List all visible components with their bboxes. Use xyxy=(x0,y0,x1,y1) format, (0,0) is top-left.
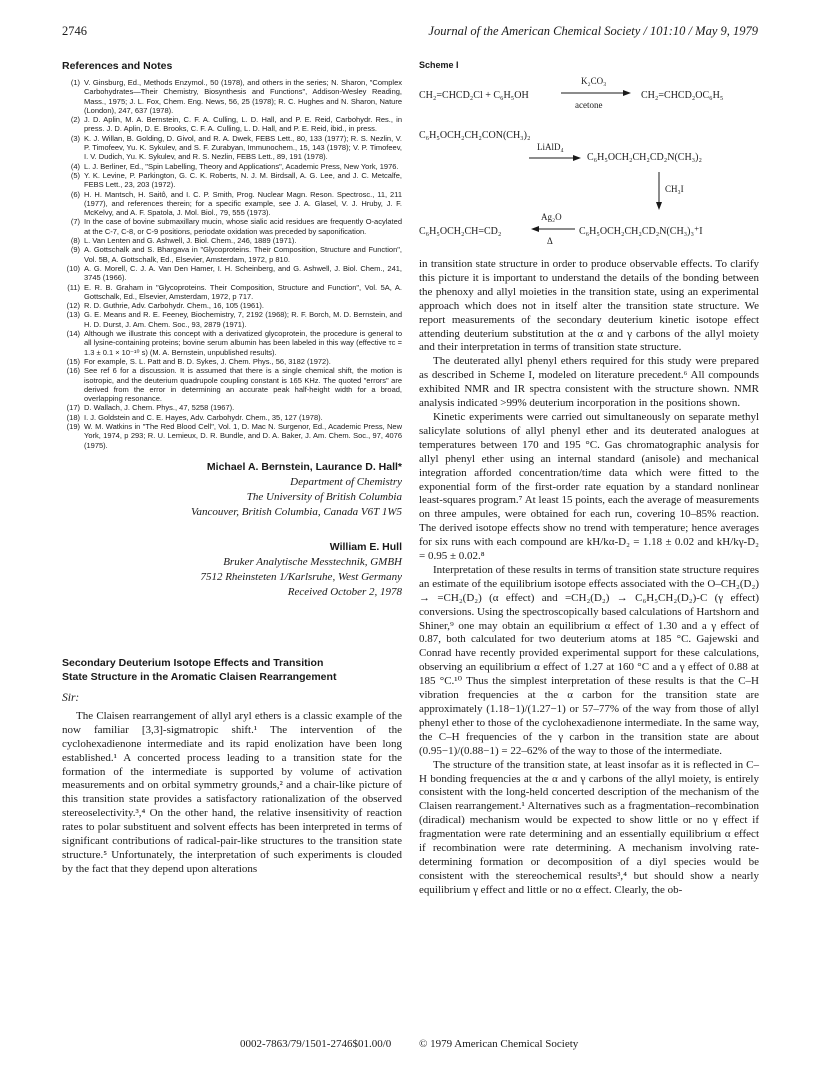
reference-text: See ref 6 for a discussion. It is assumed that there is a single chemical shift, the motion is isotropic, and the deuterium quadrupole coupling constant is 165 KHz. The quoted "errors" are derived from the error in determining an accurate peak half-height width for a broad, overlapping resonance. xyxy=(84,366,402,404)
reference-item xyxy=(62,236,402,245)
paragraph: The deuterated allyl phenyl ethers required for this study were prepared as described in Scheme I, modeled on literature precedent.⁶ All compounds exhibited NMR and IR spectra consistent with the structure shown. NMR analysis indicated >99% deuterium incorporation in the positions shown. xyxy=(419,355,759,410)
reference-text: In the case of bovine submaxillary mucin, whose sialic acid residues are frequently O-acylated at the C-7, C-8, or C-9 positions, periodate oxidation was preceded by saponification. xyxy=(84,217,402,236)
reference-item xyxy=(62,283,402,302)
scheme-starting-material: C₆H₅OCH₂CH₂CON(CH₃)₂ xyxy=(419,130,531,141)
reaction-scheme xyxy=(419,70,759,250)
author-department: Department of Chemistry xyxy=(290,475,402,488)
references-list xyxy=(62,78,402,450)
reference-number: (6) xyxy=(70,189,80,199)
paragraph: The Claisen rearrangement of allyl aryl ethers is a classic example of the now familiar [3,3]-sigmatropic shift.¹ The intervention of the cyclohexadienone intermediate and its rapid enolization have been long established.¹ A concerted process leading to a transition state for the formation of the intermediate is supported by volume of activation measurements and on orbital symmetry grounds,² and a chair-like picture of this transition state provides a satisfactory rationalization of the observed stereoselectivity.³,⁴ On the other hand, the relative insensitivity of reaction rates to polar substituent and solvent effects has been interpreted in terms of significant contributions of radical-pair-like structures to the transition state structure.⁵ Unfortunately, the interpretation of such experiments is clouded by the fact that they depend upon alterations xyxy=(62,709,402,875)
reference-item xyxy=(62,366,402,403)
reference-item xyxy=(62,329,402,357)
reference-text: Although we illustrate this concept with a derivatized glycoprotein, the procedure is general to all lysine-containing proteins; bovine serum albumin has been labeled in this way (effective τc = 1.3 ± 0.1 × 10⁻¹⁰ s) (M. A. Bernstein, unpublished results). xyxy=(84,329,402,357)
scheme-label: Scheme I xyxy=(419,60,459,70)
paragraph: Kinetic experiments were carried out simultaneously on separate methyl salicylate solutions of allyl phenyl ether and its deuterated analogues at temperatures between 170 and 195 °C. Gas chromatographic analysis for allyl phenyl ether using an internal standard (anisole) and mechanical integration afforded concentration/time data which were fitted to the exponential form of the first-order rate equation by a standard nonlinear least-squares program.⁷ At least 15 points, each the average of measurements on three ampules, were obtained for each run, covering 10–85% reaction. The derived isotope effects show no trend with temperature; hence averages for six runs with each compound are kH/kα-D₂ = 1.18 ± 0.02 and kH/kγ-D₂ = 0.95 ± 0.02.⁸ xyxy=(419,410,759,563)
author-address: 7512 Rheinsteten 1/Karlsruhe, West Germany xyxy=(200,570,402,583)
reference-number: (4) xyxy=(70,161,80,171)
reference-number: (17) xyxy=(66,403,80,413)
reference-text: H. H. Mantsch, H. Saitô, and I. C. P. Smith, Prog. Nuclear Magn. Reson. Spectrosc., 11, 211 (1977), and references therein; for a specific example, see J. A. Glasel, V. J. Hruby, J. F. McKelvy, and A. F. Spatola, J. Mol. Biol., 79, 555 (1973). xyxy=(84,189,402,218)
reference-item xyxy=(62,190,402,218)
article-title-line: Secondary Deuterium Isotope Effects and Transition xyxy=(62,656,324,669)
scheme-amine: C₆H₅OCH₂CH₂CD₂N(CH₃)₂ xyxy=(587,152,702,163)
reference-text: A. G. Morell, C. J. A. Van Den Hamer, I. H. Scheinberg, and G. Ashwell, J. Biol. Chem., 241, 3745 (1966). xyxy=(84,263,402,283)
reference-text: R. D. Guthrie, Adv. Carbohydr. Chem., 16, 105 (1961). xyxy=(84,301,264,311)
reference-text: W. M. Watkins in "The Red Blood Cell", Vol. 1, D. Mac N. Surgenor, Ed., Academic Press, New York, 1974, p 293; R. U. Lemieux, D. R. Bundle, and D. A. Baker, J. Am. Chem. Soc., 97, 4076 (1975). xyxy=(84,421,402,450)
article-body-right xyxy=(419,258,759,898)
reference-item xyxy=(62,171,402,190)
scheme-ammonium-salt: C₆H₅OCH₂CH₂CD₂N(CH₃)₃⁺I xyxy=(579,226,703,237)
reference-number: (13) xyxy=(66,310,80,320)
author-names: Michael A. Bernstein, Laurance D. Hall* xyxy=(206,460,402,473)
reaction-arrow xyxy=(561,88,633,98)
reference-number: (14) xyxy=(66,329,80,339)
reference-text: For example, S. L. Patt and B. D. Sykes, J. Chem. Phys., 56, 3182 (1972). xyxy=(84,356,331,366)
reference-number: (8) xyxy=(70,236,80,246)
scheme-solvent: acetone xyxy=(575,100,603,110)
reference-text: L. Van Lenten and G. Ashwell, J. Biol. Chem., 246, 1889 (1971). xyxy=(84,236,297,246)
reference-text: I. J. Goldstein and C. E. Hayes, Adv. Carbohydr. Chem., 35, 127 (1978). xyxy=(84,412,323,422)
reference-text: D. Wallach, J. Chem. Phys., 47, 5258 (1967). xyxy=(84,403,235,413)
copyright: © 1979 American Chemical Society xyxy=(419,1038,579,1050)
reference-number: (11) xyxy=(67,282,80,292)
reference-number: (3) xyxy=(70,133,80,143)
reference-number: (19) xyxy=(66,421,80,431)
author-block-2 xyxy=(62,540,402,600)
reference-item xyxy=(62,245,402,264)
scheme-heat: Δ xyxy=(547,236,553,246)
reference-item xyxy=(62,134,402,162)
scheme-reagent: CH₃I xyxy=(665,184,684,194)
reference-text: J. D. Aplin, M. A. Bernstein, C. F. A. Culling, L. D. Hall, and P. E. Reid, Carbohydr. Res., in press. J. D. Aplin, D. E. Brooks, C. F. A. Culling, L. D. Hall, and P. E. Reid, ibid., in press. xyxy=(84,115,402,134)
author-address: Vancouver, British Columbia, Canada V6T 1W5 xyxy=(191,505,402,518)
scheme-reagent: K₂CO₃ xyxy=(581,76,607,86)
reference-item xyxy=(62,301,402,310)
reaction-arrow-left xyxy=(529,224,575,234)
author-organization: Bruker Analytische Messtechnik, GMBH xyxy=(223,555,402,568)
reference-item xyxy=(62,115,402,134)
reference-text: Y. K. Levine, P. Parkington, G. C. K. Roberts, N. J. M. Birdsall, A. G. Lee, and J. C. Metcalfe, FEBS Lett., 23, 203 (1972). xyxy=(84,170,402,190)
reference-number: (16) xyxy=(66,366,80,376)
scheme-reactants: CH₂=CHCD₂Cl + C₆H₅OH xyxy=(419,90,529,101)
reference-item xyxy=(62,413,402,422)
scheme-reagent: Ag₂O xyxy=(541,212,562,222)
paragraph: The structure of the transition state, at least insofar as it is reflected in C–H bonding frequencies at the α and γ carbons of the allyl moiety, is entirely consistent with the long-held concerted description of the mechanism of the Claisen rearrangement.¹ Alternatives such as a fragmentation–recombination (diradical) mechanism would be expected to show little or no γ effect if fragmentation were rate determining and an essentially equilibrium α effect if recombination were rate determining. A mechanism involving rate-determining formation or decomposition of a diyl species would be consistent with the stereochemical results³,⁴ but should show a nearly equilibrium γ effect and little or no α effect. Clearly, the ob- xyxy=(419,758,759,896)
author-university: The University of British Columbia xyxy=(246,490,402,503)
references-heading: References and Notes xyxy=(62,60,173,72)
reference-number: (10) xyxy=(66,263,80,273)
paragraph: Interpretation of these results in terms of transition state structure requires an estimate of the equilibrium isotope effects associated with the O–CH₂(D₂) → =CH₂(D₂) (α effect) and =CH₂(D₂) → C₆H₅CH₂(D₂)-C (γ effect) conversions. Using the spectroscopically based calculations of Hartshorn and Shiner,⁹ one may obtain an equilibrium α effect of 1.30 and a γ effect of 0.87, both calculated for two deuterium atoms at 185 °C. Gajewski and Conrad have recently provided experimental support for these calculations, observing an equilibrium α effect of 1.27 at 160 °C and a γ effect of 0.88 at 185 °C.¹⁰ Thus the simplest interpretation of these results is that the C–H vibration frequencies at the α carbon for the transition state are approximately (1.18−1)/(1.27−1) or 57–77% of the way from those of allyl phenyl ether to those of the cyclohexadienone intermediate. In the same way, the C–H frequencies of the γ carbon in the transition state are about (0.95−1)/(0.88−1) = 22–62% of the way to those of the intermediate. xyxy=(419,563,759,757)
author-names: William E. Hull xyxy=(329,540,402,553)
scheme-reagent: LiAlD₄ xyxy=(537,142,564,152)
reference-text: V. Ginsburg, Ed., Methods Enzymol., 50 (1978), and others in the series; N. Sharon, "Complex Carbohydrates—Their Chemistry, Biosynthesis and Functions", Addison-Wesley Reading, Mass., 1975; J. L. Fox, Chem. Eng. News, 56, 25 (1978); R. C. Hughes and N. Sharon, Nature (London), 247, 637 (1978). xyxy=(84,78,402,115)
received-date: Received October 2, 1978 xyxy=(287,585,402,598)
reference-item xyxy=(62,357,402,366)
reference-number: (7) xyxy=(70,217,80,227)
paragraph: in transition state structure in order to produce observable effects. To clarify this picture it is important to understand the details of the bonding between the phenoxy and allyl moieties in the transition state, using an experimental approach which does not in itself alter the transition state structure. We report measurements of the secondary deuterium kinetic isotope effect attending deuterium substitution at the α and γ carbons of the allyl moiety and their interpretation in terms of transition state structure. xyxy=(419,258,759,354)
salutation: Sir: xyxy=(62,691,80,704)
reference-number: (1) xyxy=(70,78,80,87)
reaction-arrow xyxy=(529,153,583,163)
reference-number: (15) xyxy=(66,356,80,366)
left-column xyxy=(62,54,402,877)
page-number: 2746 xyxy=(62,24,87,38)
reference-item xyxy=(62,217,402,236)
scheme-deuterated-ether: C₆H₅OCH₂CH=CD₂ xyxy=(419,226,502,237)
reaction-arrow-down xyxy=(654,172,664,212)
reference-number: (5) xyxy=(70,170,80,180)
reference-item xyxy=(62,403,402,412)
reference-item xyxy=(62,78,402,115)
reference-item xyxy=(62,162,402,171)
reference-item xyxy=(62,422,402,450)
reference-number: (2) xyxy=(70,115,80,125)
running-header xyxy=(62,24,758,44)
article-body-left xyxy=(62,710,402,877)
reference-number: (9) xyxy=(70,245,80,255)
reference-item xyxy=(62,264,402,283)
reference-text: K. J. Willan, B. Golding, D. Givol, and R. A. Dwek, FEBS Lett., 80, 133 (1977); R. S. Nezlin, V. P. Timofeev, Yu. K. Sykulev, and S. F. Zurabyan, Immunochem., 15, 143 (1978); V. P. Timofeev, I. V. Dudich, Yu. K. Sykulev, and R. S. Nezlin, FEBS Lett., 89, 191 (1978). xyxy=(84,133,402,162)
author-block-1 xyxy=(62,460,402,520)
right-column xyxy=(419,54,759,898)
reference-number: (18) xyxy=(66,412,80,422)
reference-text: G. E. Means and R. E. Feeney, Biochemistry, 7, 2192 (1968); R. F. Borch, M. D. Bernstein, and H. D. Durst, J. Am. Chem. Soc., 93, 2879 (1971). xyxy=(84,310,402,329)
article-code: 0002-7863/79/1501-2746$01.00/0 xyxy=(240,1038,392,1050)
article-title xyxy=(62,656,402,684)
reference-text: E. R. B. Graham in "Glycoproteins. Their Composition, Structure and Function", Vol. 5A, A. Gottschalk, Ed., Elsevier, Amsterdam, 1972, p 717. xyxy=(84,282,402,301)
reference-text: L. J. Berliner, Ed., "Spin Labelling, Theory and Applications", Academic Press, New York, 1976. xyxy=(84,161,399,171)
journal-citation: Journal of the American Chemical Society / 101:10 / May 9, 1979 xyxy=(428,24,758,38)
reference-number: (12) xyxy=(66,301,80,311)
reference-item xyxy=(62,310,402,329)
article-title-line: State Structure in the Aromatic Claisen Rearrangement xyxy=(62,670,337,683)
scheme-product: CH₂=CHCD₂OC₆H₅ xyxy=(641,90,724,101)
reference-text: A. Gottschalk and S. Bhargava in "Glycoproteins. Their Composition, Structure and Function", Vol. 5B, A. Gottschalk, Ed., Elsevier, Amsterdam, 1972, p 810. xyxy=(84,245,402,264)
